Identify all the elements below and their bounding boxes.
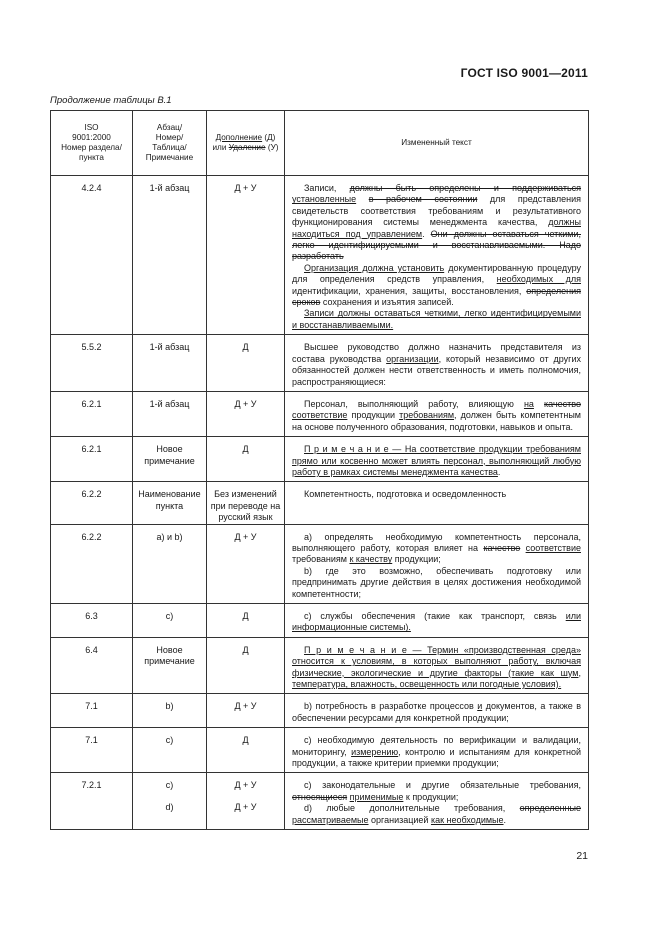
text-span: c) службы обеспечения (такие как транспорт, связь xyxy=(304,611,566,621)
cell-iso: 7.1 xyxy=(51,728,133,773)
table-row xyxy=(51,694,589,728)
cell-paragraph: c) xyxy=(133,604,207,638)
text-paragraph xyxy=(292,645,581,691)
cell-paragraph: a) и b) xyxy=(133,524,207,603)
text-paragraph xyxy=(292,735,581,769)
table-caption: Продолжение таблицы В.1 xyxy=(50,95,172,106)
cell-change-type: Д xyxy=(207,728,285,773)
added-text: информационные системы). xyxy=(292,622,411,633)
text-span: , контролю и испытаниям для конкретной продукции, а также критерии приемки продукции; xyxy=(292,746,581,769)
cell-iso: 4.2.4 xyxy=(51,176,133,335)
text-span: Высшее руководство должно назначить представителя из состава руководства xyxy=(292,342,581,364)
added-text: должны находиться под управлением xyxy=(292,217,581,239)
cell-change-type: Д xyxy=(207,437,285,482)
added-text: требованиям xyxy=(399,410,455,421)
text-paragraph xyxy=(292,263,581,309)
deleted-text: Они должны оставаться четкими, легко идентифицируемыми и восстанавливаемыми. Надо разработать xyxy=(292,228,581,262)
deleted-text: в рабочем состоянии xyxy=(368,194,478,205)
text-span: сохранения и изъятия записей. xyxy=(320,297,454,308)
cell-iso: 5.5.2 xyxy=(51,335,133,392)
cell-changed-text xyxy=(285,335,589,392)
cell-iso: 7.2.1 xyxy=(51,773,133,830)
cell-iso: 6.3 xyxy=(51,604,133,638)
change-type-d: Д + У xyxy=(234,801,257,812)
header-par-line3: Таблица/ xyxy=(152,143,187,152)
cell-paragraph: Новое примечание xyxy=(133,437,207,482)
cell-paragraph: 1-й абзац xyxy=(133,391,207,436)
added-text: применимые xyxy=(349,791,404,802)
table-row xyxy=(51,437,589,482)
table-row xyxy=(51,604,589,638)
text-paragraph xyxy=(292,489,581,500)
cell-paragraph xyxy=(133,773,207,830)
deleted-text: относящиеся xyxy=(292,791,348,802)
cell-changed-text xyxy=(285,391,589,436)
table-header-row xyxy=(51,111,589,176)
header-par-line4: Примечание xyxy=(145,153,194,163)
cell-change-type: Д + У xyxy=(207,694,285,728)
cell-iso: 6.2.2 xyxy=(51,524,133,603)
text-span: для представления свидетельств соответствия требованиям и результативного функционирования системы менеджмента качества, xyxy=(292,194,581,228)
text-span: b) где это возможно, обеспечивать подготовку или предпринимать другие действия в целях достижения необходимой компетентности; xyxy=(292,565,581,599)
header-addition-deletion xyxy=(207,111,285,176)
header-addition-word: Дополнение xyxy=(215,132,263,142)
header-iso-line3: Номер раздела/ xyxy=(61,143,122,152)
header-iso-line1: ISO xyxy=(84,122,99,132)
cell-change-type xyxy=(207,773,285,830)
text-paragraph xyxy=(292,780,581,803)
text-span: идентификации, хранения, защиты, восстановления, xyxy=(292,285,527,296)
text-span xyxy=(534,399,544,409)
added-text: и xyxy=(477,701,483,712)
text-span xyxy=(356,194,369,204)
text-span: документированную процедуру для определения средств управления, xyxy=(292,262,581,285)
table-row xyxy=(51,524,589,603)
added-text: организации xyxy=(386,353,439,364)
text-span: Компетентность, подготовка и осведомленность xyxy=(304,489,507,500)
deleted-text: качество xyxy=(544,398,581,409)
added-text: соответствие xyxy=(525,542,581,553)
text-span: документов, а также в обеспечении ресурсами для конкретной продукции; xyxy=(292,701,581,723)
text-span: организацией xyxy=(368,814,431,825)
text-span: a) определять необходимую компетентность персонала, выполняющего работу, которая влияет на xyxy=(292,531,581,553)
cell-change-type: Д xyxy=(207,335,285,392)
text-span: Записи, xyxy=(304,183,350,193)
text-span: продукции xyxy=(347,410,400,421)
cell-changed-text xyxy=(285,773,589,830)
changes-table xyxy=(50,110,589,830)
cell-iso: 6.2.2 xyxy=(51,482,133,524)
text-paragraph xyxy=(292,803,581,826)
document-header: ГОСТ ISO 9001—2011 xyxy=(460,66,588,80)
text-paragraph xyxy=(292,532,581,566)
header-deletion-code: (У) xyxy=(265,143,279,152)
cell-paragraph: 1-й абзац xyxy=(133,176,207,335)
added-text: как необходимые xyxy=(430,814,504,825)
header-par-line1: Абзац/ xyxy=(156,122,183,132)
text-span: , который независимо от других обязанностей должен нести ответственность и иметь полномочия, распространяющиеся: xyxy=(292,353,581,387)
cell-paragraph: Новое примечание xyxy=(133,637,207,694)
cell-changed-text xyxy=(285,604,589,638)
cell-change-type: Без изменений при переводе на русский язык xyxy=(207,482,285,524)
text-span: b) потребность в разработке процессов xyxy=(304,701,478,712)
header-paragraph xyxy=(133,111,207,176)
text-span: требованиям xyxy=(292,554,350,565)
table-row xyxy=(51,773,589,830)
header-deletion-word: Удаление xyxy=(228,143,266,152)
cell-change-type: Д xyxy=(207,637,285,694)
cell-changed-text xyxy=(285,482,589,524)
deleted-text: качество xyxy=(483,542,521,553)
text-paragraph xyxy=(292,183,581,263)
text-paragraph xyxy=(292,444,581,478)
table-row xyxy=(51,728,589,773)
deleted-text: определенные xyxy=(519,803,581,814)
text-span: продукции; xyxy=(392,554,441,565)
table-row xyxy=(51,335,589,392)
paragraph-c: c) xyxy=(165,780,174,791)
cell-change-type: Д + У xyxy=(207,176,285,335)
cell-paragraph: 1-й абзац xyxy=(133,335,207,392)
cell-iso: 6.2.1 xyxy=(51,437,133,482)
text-paragraph xyxy=(292,611,581,634)
text-span: d) любые дополнительные требования, xyxy=(304,803,520,814)
added-text: Организация должна установить xyxy=(304,262,445,273)
header-iso-line4: пункта xyxy=(79,153,104,163)
cell-changed-text xyxy=(285,728,589,773)
cell-paragraph: b) xyxy=(133,694,207,728)
cell-changed-text xyxy=(285,637,589,694)
text-span: . xyxy=(497,466,501,477)
text-paragraph xyxy=(292,308,581,331)
table-row xyxy=(51,482,589,524)
cell-changed-text xyxy=(285,437,589,482)
change-type-c: Д + У xyxy=(234,780,257,791)
cell-iso: 6.4 xyxy=(51,637,133,694)
cell-changed-text xyxy=(285,694,589,728)
table-row xyxy=(51,176,589,335)
cell-iso: 6.2.1 xyxy=(51,391,133,436)
cell-change-type: Д xyxy=(207,604,285,638)
added-text: П р и м е ч а н и е — Термин «производственная среда» относится к условиям, в которых выполняют работу, включая физические, экологические и другие факторы (такие как шум, температура, влажность, освещенность или погодные условия). xyxy=(292,644,581,690)
added-text: измерению xyxy=(351,746,399,757)
added-text: Записи должны оставаться четкими, легко идентифицируемыми и восстанавливаемыми. xyxy=(292,308,581,330)
text-span: c) законодательные и другие обязательные требования, xyxy=(304,780,581,791)
header-changed-text: Измененный текст xyxy=(285,111,589,176)
text-paragraph xyxy=(292,342,581,388)
added-text: установленные xyxy=(292,194,357,205)
cell-changed-text xyxy=(285,524,589,603)
header-or: или xyxy=(212,143,229,152)
header-iso-line2: 9001:2000 xyxy=(72,132,111,142)
deleted-text: определения сроков xyxy=(292,285,581,308)
cell-changed-text xyxy=(285,176,589,335)
text-span: . xyxy=(422,228,431,239)
text-paragraph xyxy=(292,701,581,724)
added-text: или xyxy=(565,611,581,621)
added-text: к качеству xyxy=(349,554,393,565)
text-span: , должен быть компетентным на основе полученного образования, подготовки, навыков и опыта. xyxy=(292,410,581,432)
added-text: рассматриваемые xyxy=(292,814,369,825)
cell-change-type: Д + У xyxy=(207,524,285,603)
page-number: 21 xyxy=(576,850,588,862)
text-paragraph xyxy=(292,399,581,433)
cell-paragraph: Наименование пункта xyxy=(133,482,207,524)
cell-change-type: Д + У xyxy=(207,391,285,436)
added-text: П р и м е ч а н и е — На соответствие продукции требованиям прямо или косвенно может влиять персонал, выполняющий любую работу в рамках системы менеджмента качества xyxy=(292,444,581,477)
text-span: . xyxy=(503,814,507,825)
header-par-line2: Номер/ xyxy=(155,132,184,142)
added-text: соответствие xyxy=(292,410,348,421)
cell-iso: 7.1 xyxy=(51,694,133,728)
deleted-text: должны быть определены и поддерживаться xyxy=(349,183,582,193)
added-text: на xyxy=(523,398,534,409)
text-span: c) необходимую деятельность по верификации и валидации, мониторингу, xyxy=(292,735,581,757)
table-row xyxy=(51,637,589,694)
header-addition-code: (Д) xyxy=(262,132,276,142)
text-span: к продукции; xyxy=(403,791,459,802)
added-text: необходимых для xyxy=(496,274,581,285)
text-span: Персонал, выполняющий работу, влияющую xyxy=(304,398,524,409)
paragraph-d: d) xyxy=(165,801,174,812)
header-iso-number xyxy=(51,111,133,176)
cell-paragraph: c) xyxy=(133,728,207,773)
table-row xyxy=(51,391,589,436)
text-paragraph xyxy=(292,566,581,600)
